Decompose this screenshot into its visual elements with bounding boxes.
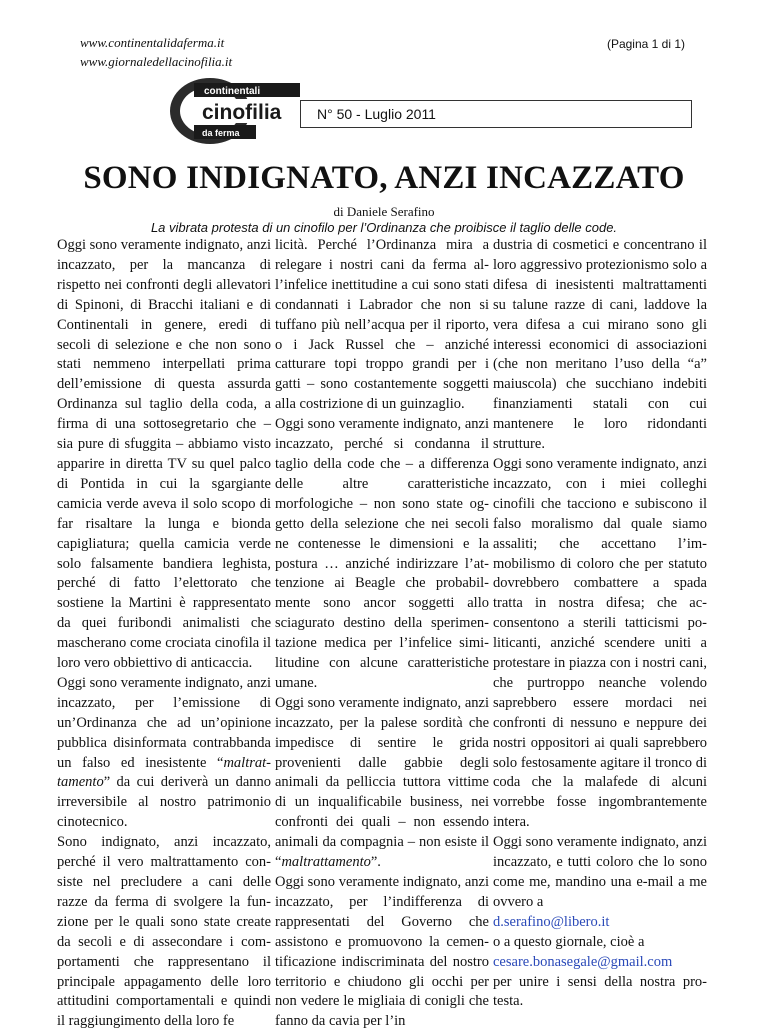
text-run: Oggi sono veramente indignato, anzi incazzato, per l’emissione di un’Ordinanza che ad un’opinione pubblica disinformata contrabbanda un falso ed inesistente “ [57,674,271,771]
cinofilia-logo [168,75,318,145]
article-title: SONO INDIGNATO, ANZI INCAZZATO [83,160,685,196]
issue-number: N° 50 - Luglio 2011 [317,106,436,122]
paragraph: Oggi sono veramente indignato, anzi incazzato, perché si condanna il taglio della code che – a differenza delle altre caratteristiche morfologiche – non sono state oggetto della selezione che nei secoli ne contenesse le dimensioni e la postura … anziché indirizzare l’attenzione ai Beagle che probabilmente sono ancor soggetti allo sciagurato destino della sperimentazione medica per l’infelice similitudine con alcune caratteristiche umane. [275,416,489,691]
article-subtitle: La vibrata protesta di un cinofilo per l’Ordinanza che proibisce il taglio delle code. [150,220,618,235]
website-link-continentali[interactable]: www.continentalidaferma.it [80,35,225,50]
email-link-bonasegale[interactable]: cesare.bonasegale@gmail.com [493,953,673,970]
logo-text-bottom: da ferma [202,128,240,138]
article-column-1 [57,236,271,1032]
email-link-serafino[interactable]: d.serafino@libero.it [493,913,610,930]
italic-term: maltrattamento [281,854,371,871]
header-urls [80,33,232,71]
page-indicator: (Pagina 1 di 1) [606,37,685,51]
text-run: ” da cui deriverà un danno irreversibile al nostro patrimonio cinotecnico. [57,774,271,831]
paragraph [275,694,489,873]
paragraph: Oggi sono veramente indignato, anzi incazzato, per la mancanza di rispetto nei confronti degli allevatori di Spinoni, di Bracchi italiani e di Continentali in genere, eredi di secoli di selezione e che non sono stati nemmeno interpellati prima dell’emissione di questa assurda Ordinanza sul taglio della coda, a firma di una sottosegretario che – sia pure di sfuggita – abbiamo visto apparire in diretta TV su quel palco di Pontida in cui la sgargiante camicia verde aveva il solo scopo di far risaltare la lunga e bionda capigliatura; quella camicia verde solo falsamente bandiera leghista, perché di fatto l’elettorato che sostiene la Martini è rappresentato da quei furibondi animalisti che mascherano come crociata cinofila il loro vero obbiettivo di anticaccia. [57,237,271,672]
italic-term: maltrattamento [57,754,271,791]
issue-box [300,100,692,128]
article-column-3 [493,236,707,1012]
paragraph: Oggi sono veramente indignato, anzi incazzato, con i miei colleghi cinofili che tacciono e subiscono il falso moralismo dal quale siamo assaliti; che accettano l’immobilismo di coloro che per statuto dovrebbero combattere a spada tratta in nostra difesa; che acconsentono a sterili tatticismi politicanti, anziché scendere uniti a protestare in piazza con i nostri cani, che purtroppo neanche volendo saprebbero essere mordaci nei confronti di nessuno e neppure dei nostri oppositori ai quali saprebbero solo festosamente agitare il tronco di coda che la malafede di alcuni vorrebbe fosse ingombrantemente intera. [493,455,707,831]
article-byline: di Daniele Serafino [333,204,435,219]
paragraph [57,674,271,833]
text-run: ”. [370,854,381,871]
paragraph: o a questo giornale, cioè a [493,933,645,950]
logo-text-main: cinofilia [202,101,282,124]
paragraph: Sono indignato, anzi incazzato, perché il vero maltrattamento consiste nel precludere a cani delle razze da ferma di svolgere la funzione per le quali sono state create da secoli e di assecondare i comportamenti che rappresentano il principale appagamento delle loro attitudini comportamentali e quindi il raggiungimento della loro fe [57,834,271,1030]
paragraph: Oggi sono veramente indignato, anzi incazzato, e tutti coloro che lo sono come me, mandino una e-mail a me ovvero a [493,834,707,910]
paragraph: Oggi sono veramente indignato, anzi incazzato, per l’indifferenza di rappresentati del Governo che assistono e promuovono la cementificazione indiscriminata del nostro territorio e chiudono gli occhi per non vedere le migliaia di conigli che fanno da cavia per l’in [275,874,489,1030]
text-run: Oggi sono veramente indignato, anzi incazzato, per la palese sordità che impedisce di sentire le grida provenienti dalle gabbie degli animali da pelliccia tuttora vittime di un inqualificabile business, nei confronti dei quali – non essendo animali da compagnia – non esiste il “ [275,694,489,871]
paragraph: licità. Perché l’Ordinanza mira a relegare i nostri cani da ferma all’infelice inettitudine a cui sono stati condannati i Labrador che non si tuffano più nell’acqua per il riporto, o i Jack Russel che – anziché catturare topi troppo grandi per i gatti – sono costantemente soggetti alla costrizione di un guinzaglio. [275,237,489,413]
paragraph: dustria di cosmetici e concentrano il loro aggressivo protezionismo solo a difesa di inesistenti maltrattamenti su talune razze di cani, laddove la vera difesa a cui mirano sono gli interessi economici di associazioni (che non meritano l’uso della “a” maiuscola) che succhiano indebiti finanziamenti statali con cui mantenere le loro ridondanti strutture. [493,237,707,453]
article-column-2 [275,236,489,1032]
logo-text-top: continentali [204,86,261,97]
paragraph: per unire i sensi della nostra protesta. [493,973,707,1010]
website-link-giornale[interactable]: www.giornaledellacinofilia.it [80,54,233,69]
